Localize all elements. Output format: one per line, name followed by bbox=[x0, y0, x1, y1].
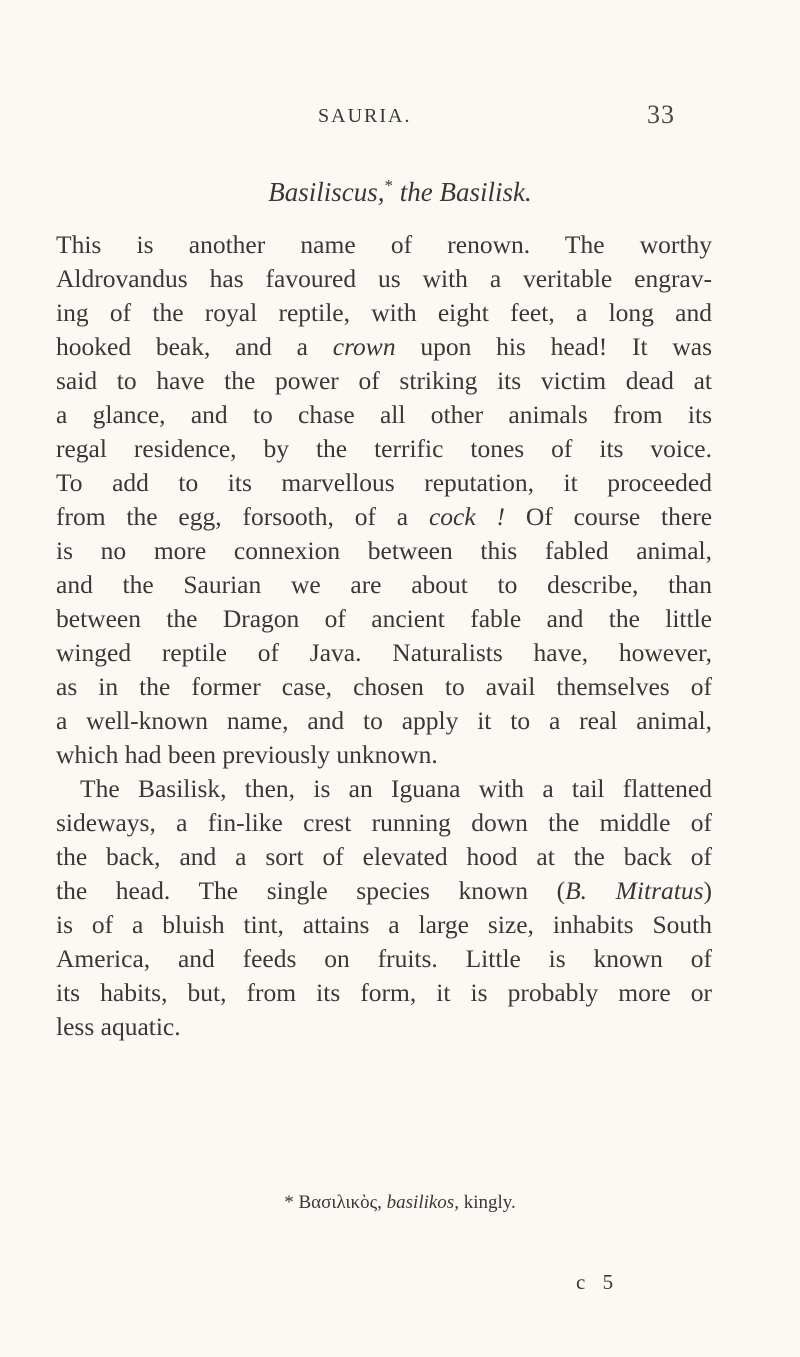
text-line: its habits, but, from its form, it is probably more or bbox=[56, 978, 712, 1007]
text-line: To add to its marvellous reputation, it proceeded bbox=[56, 468, 712, 497]
text-line: is of a bluish tint, attains a large size, inhabits South bbox=[56, 910, 712, 939]
text-line: ing of the royal reptile, with eight feet, a long and bbox=[56, 298, 712, 327]
footnote-meaning: kingly. bbox=[463, 1192, 516, 1213]
text-line: sideways, a fin-like crest running down the middle of bbox=[56, 808, 712, 837]
footnote-greek: Βασιλικὸς, bbox=[298, 1192, 382, 1213]
text-line: and the Saurian we are about to describe, than bbox=[56, 570, 712, 599]
heading-footnote-mark: * bbox=[384, 176, 394, 195]
text-line: from the egg, forsooth, of a cock ! Of course there bbox=[56, 502, 713, 531]
text-line: regal residence, by the terrific tones of its voice. bbox=[56, 434, 712, 463]
emphasis-species: B. Mitratus bbox=[565, 876, 704, 905]
footnote-transliteration: basilikos, bbox=[386, 1192, 459, 1213]
text-line: a glance, and to chase all other animals from its bbox=[56, 400, 712, 429]
body-text bbox=[56, 228, 712, 1044]
section-heading bbox=[0, 176, 800, 208]
footnote bbox=[0, 1192, 800, 1214]
text-line: a well-known name, and to apply it to a real animal, bbox=[56, 706, 712, 735]
heading-subtitle: the Basilisk. bbox=[399, 177, 532, 207]
text-line: the head. The single species known (B. Mitratus) bbox=[56, 876, 712, 905]
text-line: This is another name of renown. The worthy bbox=[56, 230, 712, 259]
text-line: between the Dragon of ancient fable and the little bbox=[56, 604, 712, 633]
text-line: as in the former case, chosen to avail themselves of bbox=[56, 672, 712, 701]
text-line: the back, and a sort of elevated hood at the back of bbox=[56, 842, 712, 871]
text-line: winged reptile of Java. Naturalists have, however, bbox=[56, 638, 712, 667]
text-line: Aldrovandus has favoured us with a veritable engrav- bbox=[56, 264, 712, 293]
text-line: hooked beak, and a crown upon his head! It was bbox=[56, 332, 712, 361]
heading-title: Basiliscus, bbox=[268, 177, 385, 207]
text-line: less aquatic. bbox=[56, 1012, 181, 1041]
text-line: which had been previously unknown. bbox=[56, 740, 438, 769]
text-line: is no more connexion between this fabled animal, bbox=[56, 536, 712, 565]
emphasis-crown: crown bbox=[332, 332, 396, 361]
page-number: 33 bbox=[647, 100, 675, 129]
emphasis-cock: cock ! bbox=[428, 502, 506, 531]
text-line: America, and feeds on fruits. Little is known of bbox=[56, 944, 712, 973]
text-line: The Basilisk, then, is an Iguana with a tail flattened bbox=[80, 774, 712, 803]
running-head: SAURIA. bbox=[318, 105, 412, 127]
signature-mark: c 5 bbox=[576, 1270, 620, 1294]
text-line: said to have the power of striking its victim dead at bbox=[56, 366, 712, 395]
footnote-mark: * bbox=[284, 1192, 294, 1213]
